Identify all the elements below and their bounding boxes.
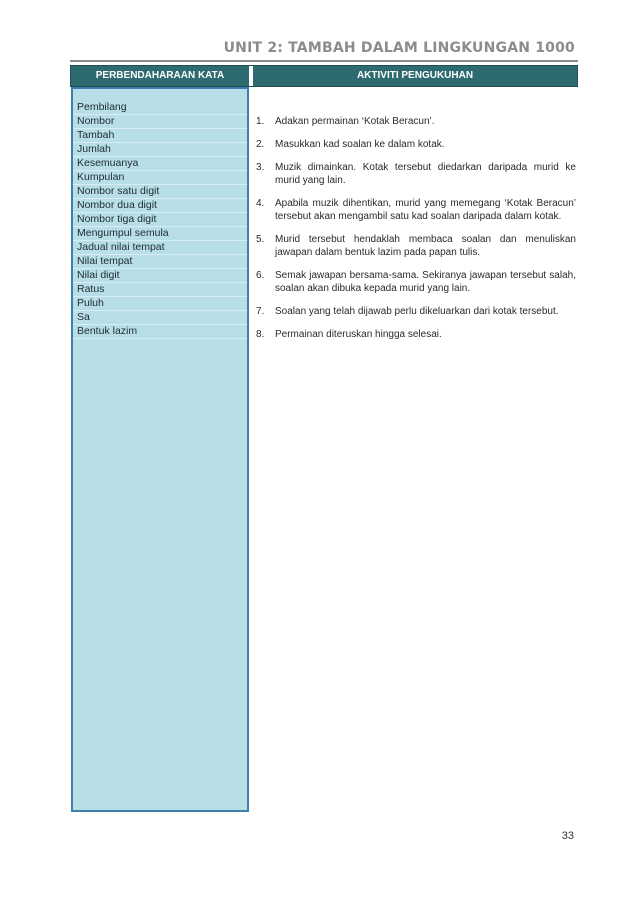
activity-item: [256, 328, 576, 341]
activity-number: 8.: [256, 329, 265, 340]
vocabulary-item: Jadual nilai tempat: [73, 241, 247, 255]
activity-number: 4.: [256, 198, 265, 209]
activity-number: 2.: [256, 139, 265, 150]
activity-text: Semak jawapan bersama-sama. Sekiranya jawapan tersebut salah, soalan akan dibuka kepada murid yang lain.: [275, 270, 576, 294]
activities-column-header: AKTIVITI PENGUKUHAN: [356, 70, 474, 81]
vocabulary-item: Jumlah: [73, 143, 247, 157]
activity-number: 6.: [256, 270, 265, 281]
activity-item: [256, 233, 576, 259]
activity-number: 1.: [256, 116, 265, 127]
vocabulary-item: Nombor dua digit: [73, 199, 247, 213]
vocabulary-item: Pembilang: [73, 101, 247, 115]
vocabulary-item: Nombor satu digit: [73, 185, 247, 199]
activity-item: [256, 161, 576, 187]
vocabulary-item: Sa: [73, 311, 247, 325]
activity-number: 5.: [256, 234, 265, 245]
vocabulary-list: [73, 101, 247, 339]
activity-number: 3.: [256, 162, 265, 173]
activity-text: Apabila muzik dihentikan, murid yang memegang ‘Kotak Beracun’ tersebut akan mengambil satu kad soalan daripada dalam kotak.: [275, 198, 576, 222]
vocabulary-item: Kesemuanya: [73, 157, 247, 171]
activity-text: Permainan diteruskan hingga selesai.: [275, 329, 442, 340]
vocabulary-item: Kumpulan: [73, 171, 247, 185]
vocabulary-column-header: PERBENDAHARAAN KATA: [95, 70, 225, 81]
vocabulary-item: Nilai digit: [73, 269, 247, 283]
activity-text: Masukkan kad soalan ke dalam kotak.: [275, 139, 445, 150]
activity-list: [256, 115, 576, 351]
title-rule: [70, 60, 578, 62]
activity-text: Murid tersebut hendaklah membaca soalan dan menuliskan jawapan dalam bentuk lazim pada papan tulis.: [275, 234, 576, 258]
activity-item: [256, 305, 576, 318]
activity-number: 7.: [256, 306, 265, 317]
vocabulary-item: Bentuk lazim: [73, 325, 247, 339]
vocabulary-item: Nombor tiga digit: [73, 213, 247, 227]
vocabulary-item: Mengumpul semula: [73, 227, 247, 241]
vocabulary-item: Ratus: [73, 283, 247, 297]
activity-text: Adakan permainan ‘Kotak Beracun’.: [275, 116, 435, 127]
activity-text: Muzik dimainkan. Kotak tersebut diedarkan daripada murid ke murid yang lain.: [275, 162, 576, 186]
table-header: [70, 65, 578, 87]
page-number: 33: [561, 830, 574, 842]
activity-item: [256, 269, 576, 295]
vocabulary-item: Tambah: [73, 129, 247, 143]
activity-item: [256, 115, 576, 128]
vocabulary-panel: [71, 87, 249, 812]
vocabulary-item: Nombor: [73, 115, 247, 129]
unit-title: UNIT 2: TAMBAH DALAM LINGKUNGAN 1000: [223, 40, 575, 56]
vocabulary-item: Puluh: [73, 297, 247, 311]
activity-item: [256, 197, 576, 223]
vocabulary-item: Nilai tempat: [73, 255, 247, 269]
activity-text: Soalan yang telah dijawab perlu dikeluarkan dari kotak tersebut.: [275, 306, 559, 317]
activity-item: [256, 138, 576, 151]
